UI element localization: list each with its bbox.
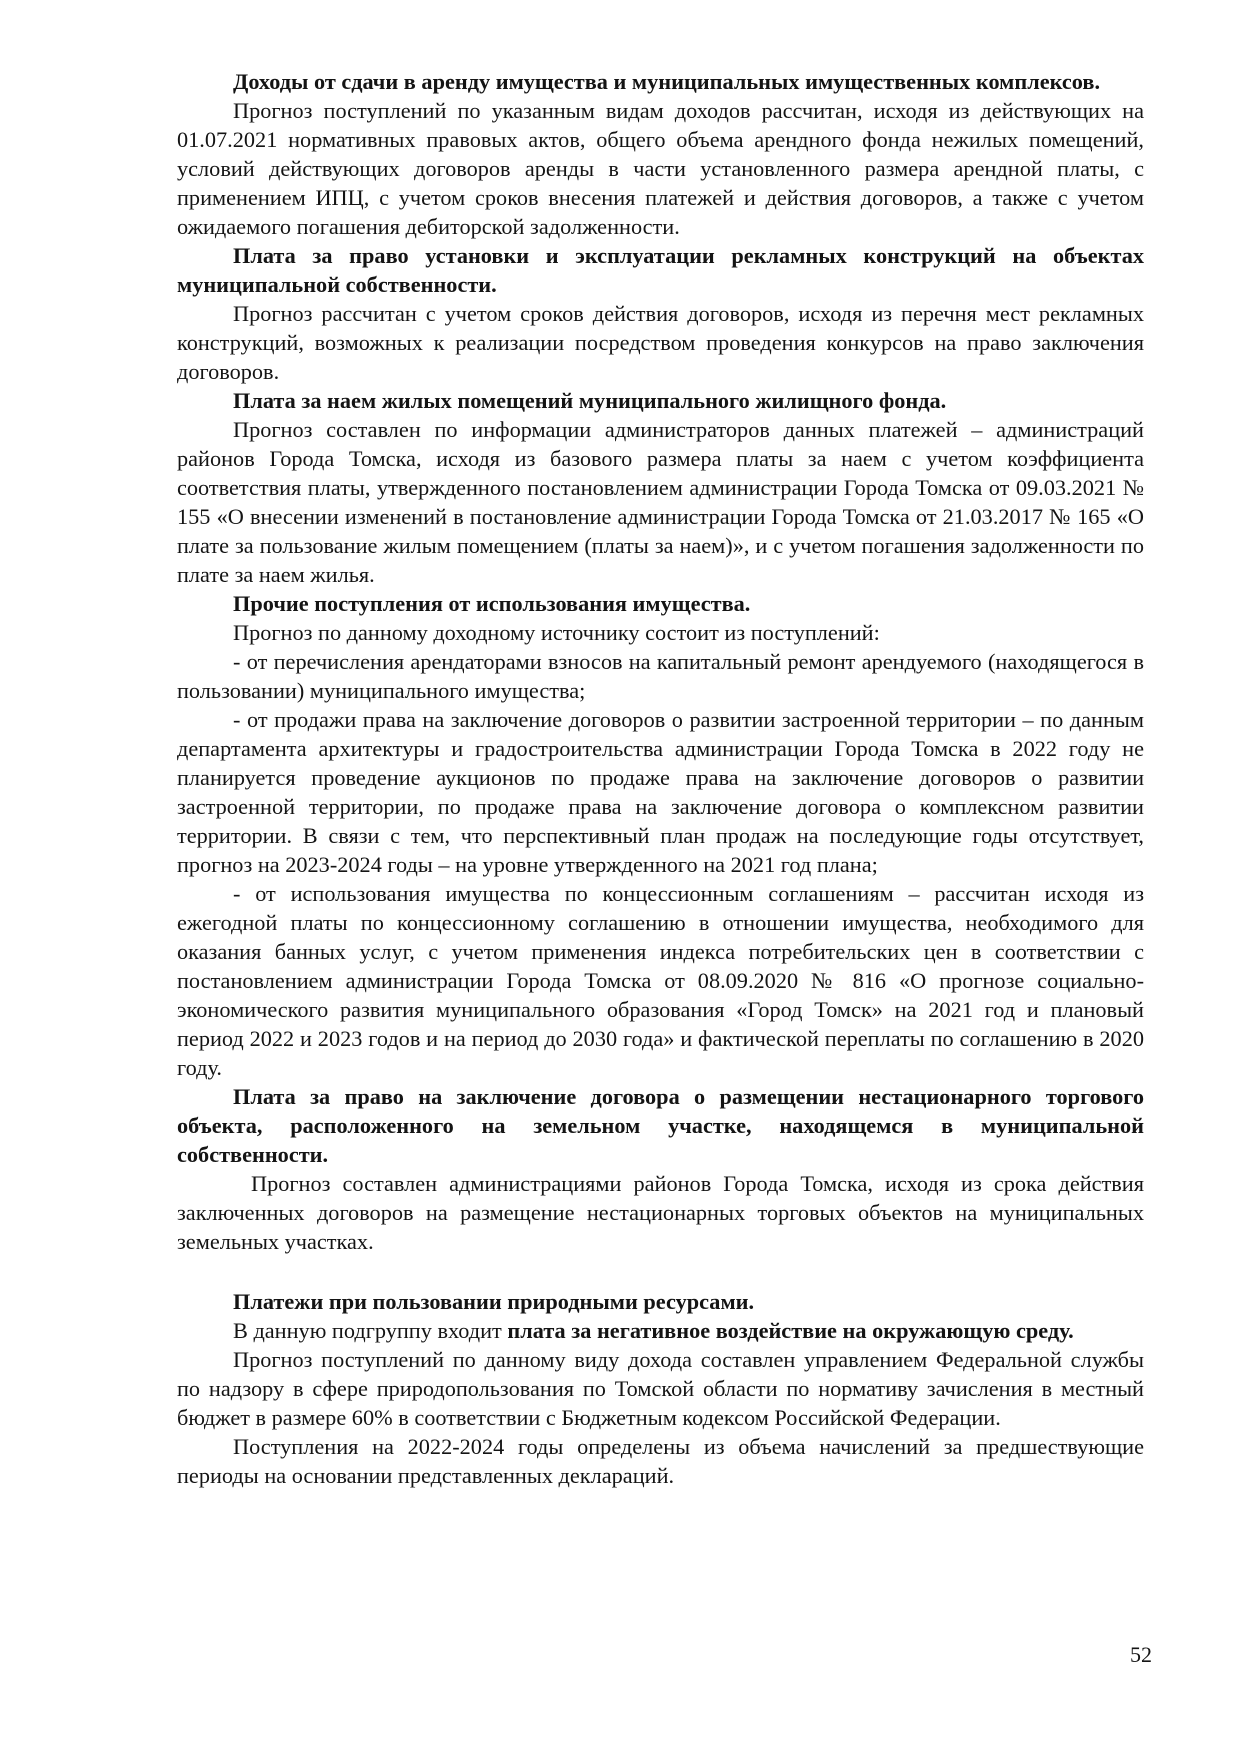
paragraph-other-intro: Прогноз по данному доходному источнику состоит из поступлений: [233, 620, 880, 645]
paragraph-environment-forecast: Прогноз поступлений по данному виду дохода составлен управлением Федеральной службы по надзору в сфере природопользования по Томской области по нормативу зачисления в местный бюджет в размере 60% в соответствии с Бюджетным кодексом Российской Федерации. [177, 1347, 1144, 1430]
paragraph-subgroup [177, 1316, 1144, 1345]
section-spacer [177, 1256, 1144, 1287]
list-item-capital-repair: - от перечисления арендаторами взносов на капитальный ремонт арендуемого (находящегося в пользовании) муниципального имущества; [177, 649, 1144, 703]
paragraph-advertising-forecast: Прогноз рассчитан с учетом сроков действия договоров, исходя из перечня мест рекламных конструкций, возможных к реализации посредством проведения конкурсов на право заключения договоров. [177, 301, 1144, 384]
paragraph-kiosk-forecast: Прогноз составлен администрациями районов Города Томска, исходя из срока действия заключенных договоров на размещение нестационарных торговых объектов на муниципальных земельных участках. [177, 1171, 1144, 1254]
subgroup-intro-text: В данную подгруппу входит [233, 1318, 508, 1343]
heading-natural-resources: Платежи при пользовании природными ресурсами. [233, 1289, 755, 1314]
paragraph-environment-receipts: Поступления на 2022-2024 годы определены из объема начислений за предшествующие периоды на основании представленных деклараций. [177, 1434, 1144, 1488]
list-item-development-rights: - от продажи права на заключение договоров о развитии застроенной территории – по данным департамента архитектуры и градостроительства администрации Города Томска в 2022 году не планируется проведение аукционов по продаже права на заключение договоров о развитии застроенной территории, по продаже права на заключение договора о комплексном развитии территории. В связи с тем, что перспективный план продаж на последующие годы отсутствует, прогноз на 2023-2024 годы – на уровне утвержденного на 2021 год плана; [177, 707, 1144, 877]
paragraph-housing-forecast: Прогноз составлен по информации администраторов данных платежей – администраций районов Города Томска, исходя из базового размера платы за наем с учетом коэффициента соответствия платы, утвержденного постановлением администрации Города Томска от 09.03.2021 № 155 «О внесении изменений в постановление администрации Города Томска от 21.03.2017 № 165 «О плате за пользование жилым помещением (платы за наем)», и с учетом погашения задолженности по плате за наем жилья. [177, 417, 1144, 587]
heading-rental-income: Доходы от сдачи в аренду имущества и муниципальных имущественных комплексов. [233, 69, 1101, 94]
heading-other-property-income: Прочие поступления от использования имущества. [233, 591, 751, 616]
paragraph-rental-forecast: Прогноз поступлений по указанным видам доходов рассчитан, исходя из действующих на 01.07.2021 нормативных правовых актов, общего объема арендного фонда нежилых помещений, условий действующих договоров аренды в части установленного размера арендной платы, с применением ИПЦ, с учетом сроков внесения платежей и действия договоров, а также с учетом ожидаемого погашения дебиторской задолженности. [177, 98, 1144, 239]
subgroup-bold-text: плата за негативное воздействие на окружающую среду. [507, 1318, 1074, 1343]
heading-housing-rent: Плата за наем жилых помещений муниципального жилищного фонда. [233, 388, 947, 413]
heading-advertising-fee: Плата за право установки и эксплуатации рекламных конструкций на объектах муниципальной собственности. [177, 243, 1144, 297]
list-item-concession: - от использования имущества по концессионным соглашениям – рассчитан исходя из ежегодной платы по концессионному соглашению в отношении имущества, необходимого для оказания банных услуг, с учетом применения индекса потребительских цен в соответствии с постановлением администрации Города Томска от 08.09.2020 № 816 «О прогнозе социально-экономического развития муниципального образования «Город Томск» на 2021 год и плановый период 2022 и 2023 годов и на период до 2030 года» и фактической переплаты по соглашению в 2020 году. [177, 881, 1144, 1080]
page-number: 52 [1130, 1642, 1152, 1667]
heading-kiosk-contract-fee: Плата за право на заключение договора о размещении нестационарного торгового объекта, расположенного на земельном участке, находящемся в муниципальной собственности. [177, 1084, 1144, 1167]
